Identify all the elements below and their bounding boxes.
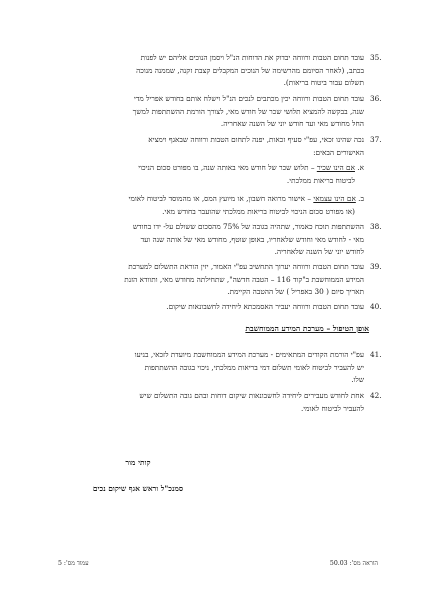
signature-title: סמנכ"ל וראש אגף שיקום נכים	[92, 484, 184, 493]
item-41-text: עפ"י הורמת הקודים המתאימים - מערכת המידע הממוחשבת מיועדת לזכאי, בניעו יש להעביר לביטוח לאומי תשלום דמי בריאות ממלכתי, ניכוי בגובה ההשתתפות שלו.	[134, 350, 364, 384]
item-35-text: עובד תחום הטבות ורווחה יבדוק את הדוחות הנ"ל ויסמן הנוכים אליהם יש לפנות בכתב, (לאחר הסיומם מהרשימה של הנוכים המקבלים קצבת זקנה, שממנה מנוכה תשלום עבור ביטוח בריאות).	[136, 53, 364, 87]
footer-directive-number: הוראה מס': 50.03	[329, 560, 378, 567]
item-42-text: אחת לחודש מעבירים ליחידה לחשבונאות שיקום דוחות ובהם גובה התשלום שיש להעביר לביטוח לאומי.	[139, 391, 364, 413]
item-36-text: עובד תחום הטבות ורווחה יכין מכתבים לנכים הנ"ל וישלח אותם בחודש אפריל מדי שנה, בבקשה להמציא תלושי שכר של חודש מאי, לצורך הורמת ההשתתפות למשך החל מחודש מאי ועד חודש יוני של השנה שאחריה.	[132, 94, 364, 128]
section-heading: אופן הטיפול – מערכת המידע הממוחשבת	[245, 324, 369, 333]
item-37a-text: א. אם הינו שכיר – תלוש שכר של חודש מאי באותה שנה, בו מפורט סכום הניכוי לביטוח בריאות ממלכתי.	[138, 163, 364, 185]
item-38-text: ההשתתפות תוכח כאמור, שתהיה בגובה של 75% מהסכום ששולם על- ידו בחודש מאי - לחודש מאי וחודש שלאחריו, באופן שוטף, מחודש מאי של אותה שנה ועד לחודש יוני של השנה שלאחריה.	[132, 222, 364, 256]
item-number: 42.	[370, 391, 382, 400]
employee-type-label: אם הינו שכיר	[316, 163, 355, 172]
item-40-text: עובד תחום הטבות ורווחה יעביר האסמכתא ליחידה לחשבונאות שיקום.	[166, 302, 364, 311]
item-number: 41.	[370, 350, 382, 359]
footer-page-number: עמוד מס': 5	[58, 560, 89, 567]
signature-name: קותי מור	[125, 458, 151, 467]
self-employed-label: אם הינו עצמאי	[313, 194, 356, 203]
item-37-text: נכה שהינו זכאי, עפ"י סעיף זכאות, יפנה לתחום הטבות ורווחה שבאגף וימציא האישורים הבאים:	[148, 135, 364, 157]
item-number: 40.	[370, 302, 382, 311]
item-37b-text: ב. אם הינו עצמאי – אישור מרואה חשבון, או מיועץ המס, או מהמוסד לביטוח לאומי (או מפורט סכום הניכוי לביטוח בריאות ממלכתי שהועבר בחודש מאי.	[128, 194, 364, 216]
item-number: 37.	[370, 135, 382, 144]
item-number: 35.	[370, 53, 382, 62]
item-number: 36.	[370, 94, 382, 103]
item-number: 38.	[370, 222, 382, 231]
item-number: 39.	[370, 262, 382, 271]
item-39-text: עובד תחום הטבות ורווחה יערוך התחשיב עפ"י האמור, יזין הוראת התשלום למערכת המידע הממוחשבת ב"קוד 116 – הטבה חדשה", שתחילתה מחודש מאי, ותוודא הזנת תאריך סיום ( 30 באפריל ) של ההטבה הקיימת.	[124, 262, 364, 296]
